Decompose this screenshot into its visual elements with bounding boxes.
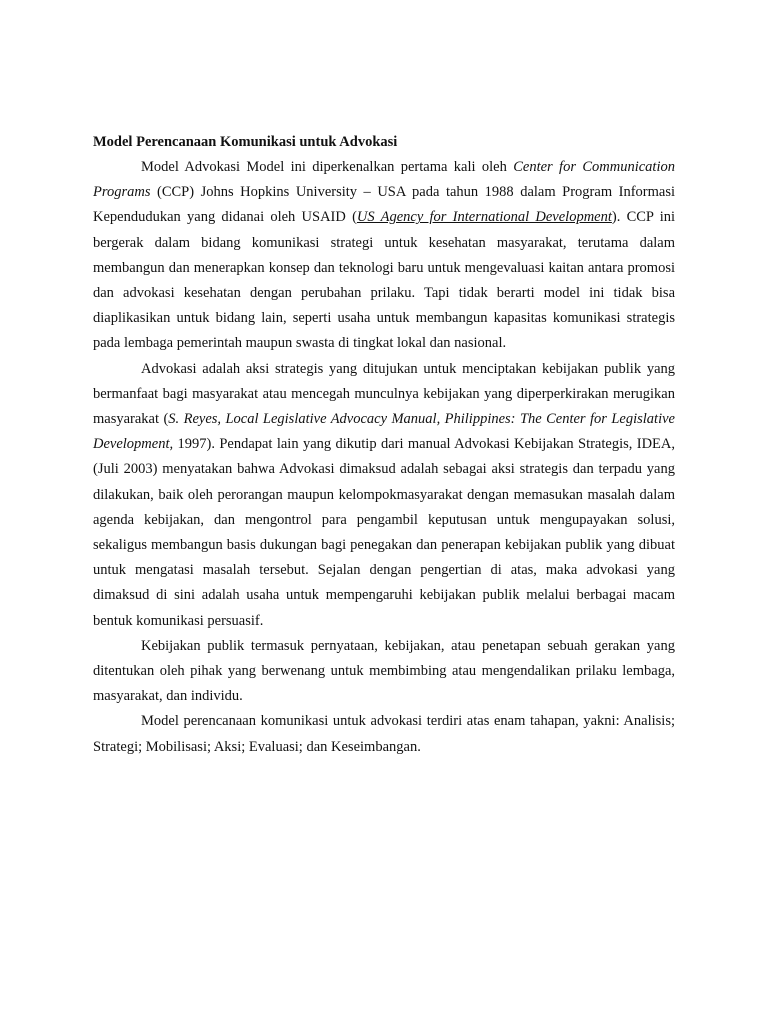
paragraph-1-text-2: (CCP) Johns Hopkins University – USA pada tahun 1988 dalam Program Informasi Kependudukan yang didanai oleh USAID ( xyxy=(93,184,675,226)
document-title: Model Perencanaan Komunikasi untuk Advokasi xyxy=(93,134,398,150)
paragraph-2-italic-1: S. Reyes, Local Legislative Advocacy Manual, Philippines: The Center for Legislative Development, xyxy=(93,411,675,453)
paragraph-1 xyxy=(93,155,675,357)
paragraph-2 xyxy=(93,357,675,634)
paragraph-3: Kebijakan publik termasuk pernyataan, kebijakan, atau penetapan sebuah gerakan yang ditentukan oleh pihak yang berwenang untuk membimbing atau mengendalikan prilaku lembaga, masyarakat, dan individu. xyxy=(93,637,675,705)
paragraph-1-italic-1: Center for Communication Programs xyxy=(93,159,675,201)
paragraph-1-italic-2: US Agency for International Development xyxy=(356,209,612,226)
document-page xyxy=(93,130,675,760)
paragraph-2-text-2: 1997). Pendapat lain yang dikutip dari manual Advokasi Kebijakan Strategis, IDEA, (Juli 2003) menyatakan bahwa Advokasi dimaksud adalah sebagai aksi strategis dan terpadu yang dilakukan, baik oleh perorangan maupun kelompokmasyarakat dengan memasukan masalah dalam agenda kebijakan, dan mengontrol para pengambil keputusan untuk mengupayakan solusi, sekaligus membangun basis dukungan bagi penegakan dan penerapan kebijakan publik yang dibuat untuk mengatasi masalah tersebut. Sejalan dengan pengertian di atas, maka advokasi yang dimaksud di sini adalah usaha untuk mempengaruhi kebijakan publik melalui berbagai macam bentuk komunikasi persuasif. xyxy=(93,436,675,629)
paragraph-1-text-1: Model Advokasi Model ini diperkenalkan pertama kali oleh xyxy=(141,159,514,175)
paragraph-2-text-1: Advokasi adalah aksi strategis yang ditujukan untuk menciptakan kebijakan publik yang bermanfaat bagi masyarakat atau mencegah munculnya kebijakan yang diperperkirakan merugikan masyarakat ( xyxy=(93,360,675,428)
paragraph-1-text-3: ). CCP ini bergerak dalam bidang komunikasi strategi untuk kesehatan masyarakat, terutama dalam membangun dan menerapkan konsep dan teknologi baru untuk mengevaluasi kaitan antara promosi dan advokasi kesehatan dengan perubahan prilaku. Tapi tidak berarti model ini tidak bisa diaplikasikan untuk bidang lain, seperti usaha untuk membangun kapasitas komunikasi strategis pada lembaga pemerintah maupun swasta di tingkat lokal dan nasional. xyxy=(93,209,675,352)
paragraph-4: Model perencanaan komunikasi untuk advokasi terdiri atas enam tahapan, yakni: Analisis; Strategi; Mobilisasi; Aksi; Evaluasi; dan Keseimbangan. xyxy=(93,713,675,755)
